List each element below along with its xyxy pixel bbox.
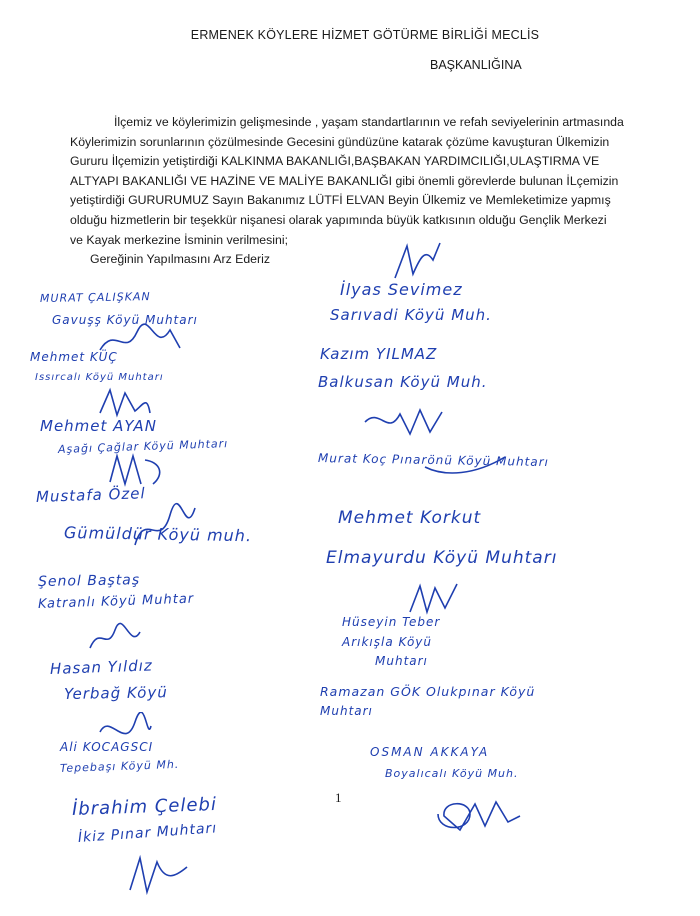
handwritten-village: Sarıvadi Köyü Muh. — [330, 306, 492, 324]
handwritten-village: Gümüldür Köyü muh. — [63, 523, 253, 546]
handwritten-name: Mehmet KÜÇ — [30, 350, 118, 364]
handwritten-village: Gavuşş Köyü Muhtarı — [52, 313, 198, 327]
handwritten-name: Şenol Baştaş — [37, 572, 141, 590]
handwritten-name: OSMAN AKKAYA — [370, 745, 490, 759]
handwritten-village: Arıkışla Köyü — [342, 635, 433, 649]
handwritten-village: Elmayurdu Köyü Muhtarı — [326, 548, 558, 568]
signature — [430, 792, 525, 837]
handwritten-name: Ali KOCAGSCI — [60, 740, 154, 754]
body-line: yetiştirdiği GURURUMUZ Sayın Bakanımız LÜTFİ ELVAN Beyin Ülkemiz ve Memleketimize yapmış — [70, 193, 611, 208]
handwritten-name: Mehmet Korkut — [338, 508, 482, 528]
handwritten-village: Yerbağ Köyü — [63, 683, 168, 703]
addressee: BAŞKANLIĞINA — [430, 58, 522, 72]
signature — [405, 578, 465, 618]
document-title: ERMENEK KÖYLERE HİZMET GÖTÜRME BİRLİĞİ MECLİS — [190, 28, 540, 42]
handwritten-name: Hasan Yıldız — [49, 656, 154, 678]
handwritten-name: İlyas Sevimez — [340, 280, 463, 299]
body-line: olduğu hizmetlerin bir teşekkür nişanesi olarak yapımında büyük katkısının olduğu Gençlik Merkezi — [70, 212, 607, 227]
body-line: Gururu İlçemizin yetiştirdiği KALKINMA BAKANLIĞI,BAŞBAKAN YARDIMCILIĞI,ULAŞTIRMA VE — [70, 154, 600, 169]
handwritten-village: Boyalıcalı Köyü Muh. — [385, 767, 519, 780]
closing-line: Gereğinin Yapılmasını Arz Ederiz — [90, 252, 270, 266]
handwritten-title: Muhtarı — [375, 654, 428, 668]
signature — [360, 402, 450, 442]
handwritten-name: Mustafa Özel — [35, 484, 146, 506]
handwritten-village: Balkusan Köyü Muh. — [318, 373, 488, 391]
page-number: 1 — [335, 790, 342, 805]
handwritten-village: Katranlı Köyü Muhtar — [37, 591, 195, 612]
signature — [385, 238, 445, 283]
body-line: Köylerimizin sorunlarının çözülmesinde Gecesini gündüzüne katarak çözüme kavuşturan Ülkemizin — [70, 134, 610, 149]
handwritten-entry: Ramazan GÖK Olukpınar Köyü — [320, 684, 536, 699]
signature — [125, 500, 205, 555]
handwritten-village: Aşağı Çağlar Köyü Muhtarı — [57, 437, 229, 456]
signature — [420, 447, 510, 475]
petition-body — [70, 113, 670, 250]
signature — [85, 620, 145, 655]
handwritten-village: Tepebaşı Köyü Mh. — [59, 757, 180, 775]
handwritten-village: İkiz Pınar Muhtarı — [77, 820, 218, 846]
body-line: ALTYAPI BAKANLIĞI VE HAZİNE VE MALİYE BAKANLIĞI gibi önemli görevlerde bulunan İLçemizin — [70, 173, 619, 188]
handwritten-title: Muhtarı — [320, 704, 373, 718]
handwritten-name: Hüseyin Teber — [342, 615, 441, 629]
body-line: ve Kayak merkezine İsminin verilmesini; — [70, 232, 288, 247]
body-line: İlçemiz ve köylerimizin gelişmesinde , yaşam standartlarının ve refah seviyelerinin artmasında — [114, 115, 624, 129]
signature — [95, 385, 155, 420]
handwritten-name: Kazım YILMAZ — [320, 345, 438, 363]
handwritten-village: Issırcalı Köyü Muhtarı — [35, 372, 164, 383]
signature — [125, 852, 195, 897]
handwritten-entry: Murat Koç Pınarönü Köyü Muhtarı — [317, 451, 550, 470]
handwritten-name: MURAT ÇALIŞKAN — [39, 290, 151, 305]
handwritten-name: Mehmet AYAN — [40, 417, 157, 435]
handwritten-name: İbrahim Çelebi — [71, 793, 218, 820]
